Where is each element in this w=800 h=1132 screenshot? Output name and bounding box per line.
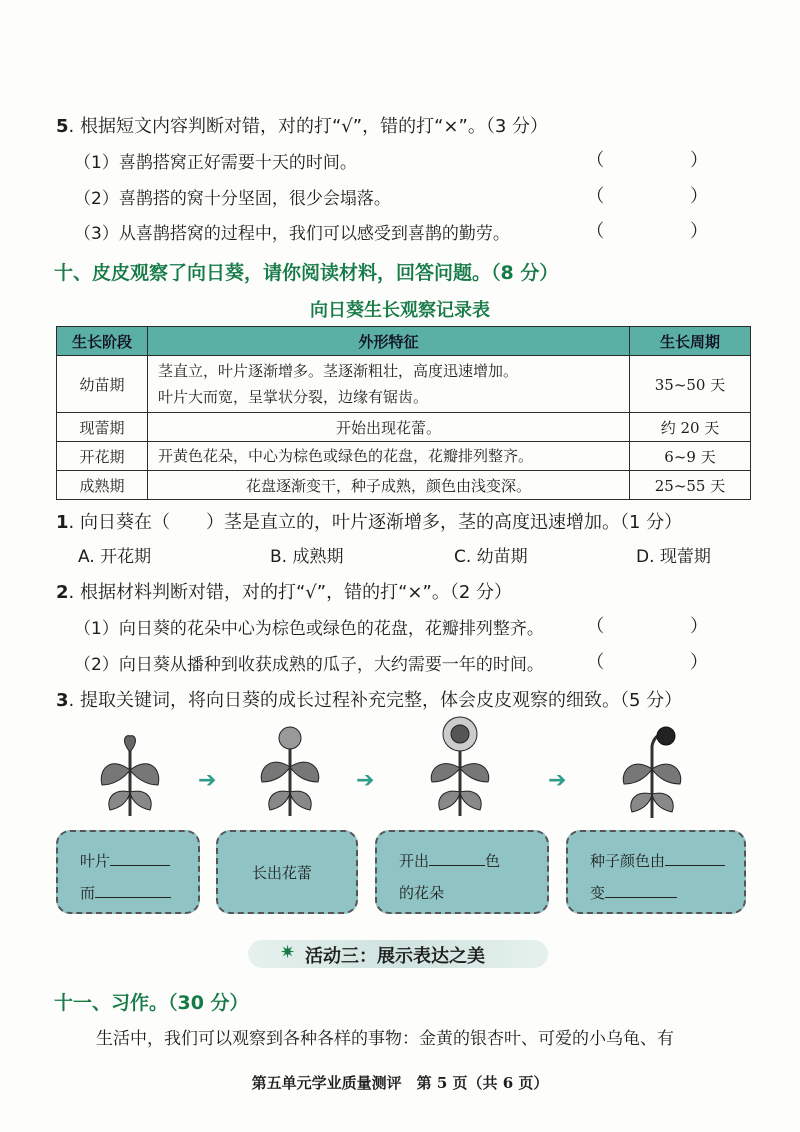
answer-paren-5[interactable]: （ ） [586,652,748,673]
section-10-title: 十、皮皮观察了向日葵，请你阅读材料，回答问题。（8 分） [54,262,559,284]
stage-cell: 开花期 [57,442,148,471]
q10-1-title: 1. 向日葵在（ ）茎是直立的，叶片逐渐增多，茎的高度迅速增加。（1 分） [56,512,683,533]
arrow-right-icon: ➔ [548,768,567,793]
box-label: 而 [80,884,96,902]
box-label: 开出 [399,852,430,870]
q5-item-2: （2）喜鹊搭的窝十分坚固，很少会塌落。 [74,189,391,209]
desc-line: 茎直立，叶片逐渐增多。茎逐渐粗壮，高度迅速增加。 [158,362,519,380]
blank-input[interactable] [429,865,485,866]
observation-table [56,326,751,500]
q10-2-title: 2. 根据材料判断对错，对的打“√”，错的打“×”。（2 分） [56,582,512,603]
desc-cell [148,356,630,413]
period-cell: 25~55 天 [630,471,751,500]
page-footer: 第五单元学业质量测评 第 5 页（共 6 页） [251,1074,549,1092]
box-label: 长出花蕾 [252,864,313,882]
option-d[interactable]: D. 现蕾期 [636,547,711,567]
blank-input[interactable] [95,897,171,898]
blank-input[interactable] [665,865,725,866]
desc-cell: 开黄色花朵，中心为棕色或绿色的花盘，花瓣排列整齐。 [148,442,630,471]
section-11-title: 十一、习作。（30 分） [54,992,249,1014]
stage-box-3[interactable] [375,830,549,914]
stage-box-2 [216,830,358,914]
table-header: 外形特征 [148,327,630,356]
box-label: 的花朵 [399,884,445,902]
stage-cell: 成熟期 [57,471,148,500]
stage-box-4[interactable] [566,830,746,914]
table-row [57,471,751,500]
option-a[interactable]: A. 开花期 [78,547,152,567]
table-row [57,356,751,413]
section-11-body: 生活中，我们可以观察到各种各样的事物：金黄的银杏叶、可爱的小乌龟、有 [96,1029,674,1049]
box-label: 叶片 [80,852,111,870]
activity-title: 活动三：展示表达之美 [305,946,485,967]
q10-2-item-2: （2）向日葵从播种到收获成熟的瓜子，大约需要一年的时间。 [74,655,544,675]
table-row [57,413,751,442]
answer-paren-2[interactable]: （ ） [586,186,748,207]
blank-input[interactable] [110,865,170,866]
period-cell: 35~50 天 [630,356,751,413]
desc-cell: 开始出现花蕾。 [148,413,630,442]
flowering-plant-icon [420,716,500,816]
option-c[interactable]: C. 幼苗期 [454,547,528,567]
table-header: 生长周期 [630,327,751,356]
answer-paren-4[interactable]: （ ） [586,616,748,637]
mature-plant-icon [612,724,692,818]
table-title: 向日葵生长观察记录表 [310,300,490,321]
box-label: 种子颜色由 [590,852,666,870]
q10-3-title: 3. 提取关键词，将向日葵的成长过程补充完整，体会皮皮观察的细致。（5 分） [56,690,683,711]
period-cell: 6~9 天 [630,442,751,471]
arrow-right-icon: ➔ [356,768,375,793]
answer-paren-3[interactable]: （ ） [586,221,748,242]
box-label: 变 [590,884,606,902]
box-label: 色 [485,852,501,870]
answer-paren-1[interactable]: （ ） [586,150,748,171]
desc-cell: 花盘逐渐变干，种子成熟，颜色由浅变深。 [148,471,630,500]
q5-title: 5. 根据短文内容判断对错，对的打“√”，错的打“×”。（3 分） [56,116,548,137]
stage-cell: 现蕾期 [57,413,148,442]
table-row [57,442,751,471]
sun-icon: ✷ [280,942,296,963]
seedling-icon [90,730,170,816]
q5-item-3: （3）从喜鹊搭窝的过程中，我们可以感受到喜鹊的勤劳。 [74,224,510,244]
q10-2-item-1: （1）向日葵的花朵中心为棕色或绿色的花盘，花瓣排列整齐。 [74,619,544,639]
arrow-right-icon: ➔ [198,768,217,793]
option-b[interactable]: B. 成熟期 [270,547,344,567]
budding-plant-icon [250,722,330,816]
desc-line: 叶片大而宽，呈掌状分裂，边缘有锯齿。 [158,388,429,406]
blank-input[interactable] [605,897,677,898]
period-cell: 约 20 天 [630,413,751,442]
q5-item-1: （1）喜鹊搭窝正好需要十天的时间。 [74,153,357,173]
stage-box-1[interactable] [56,830,200,914]
stage-cell: 幼苗期 [57,356,148,413]
table-header: 生长阶段 [57,327,148,356]
